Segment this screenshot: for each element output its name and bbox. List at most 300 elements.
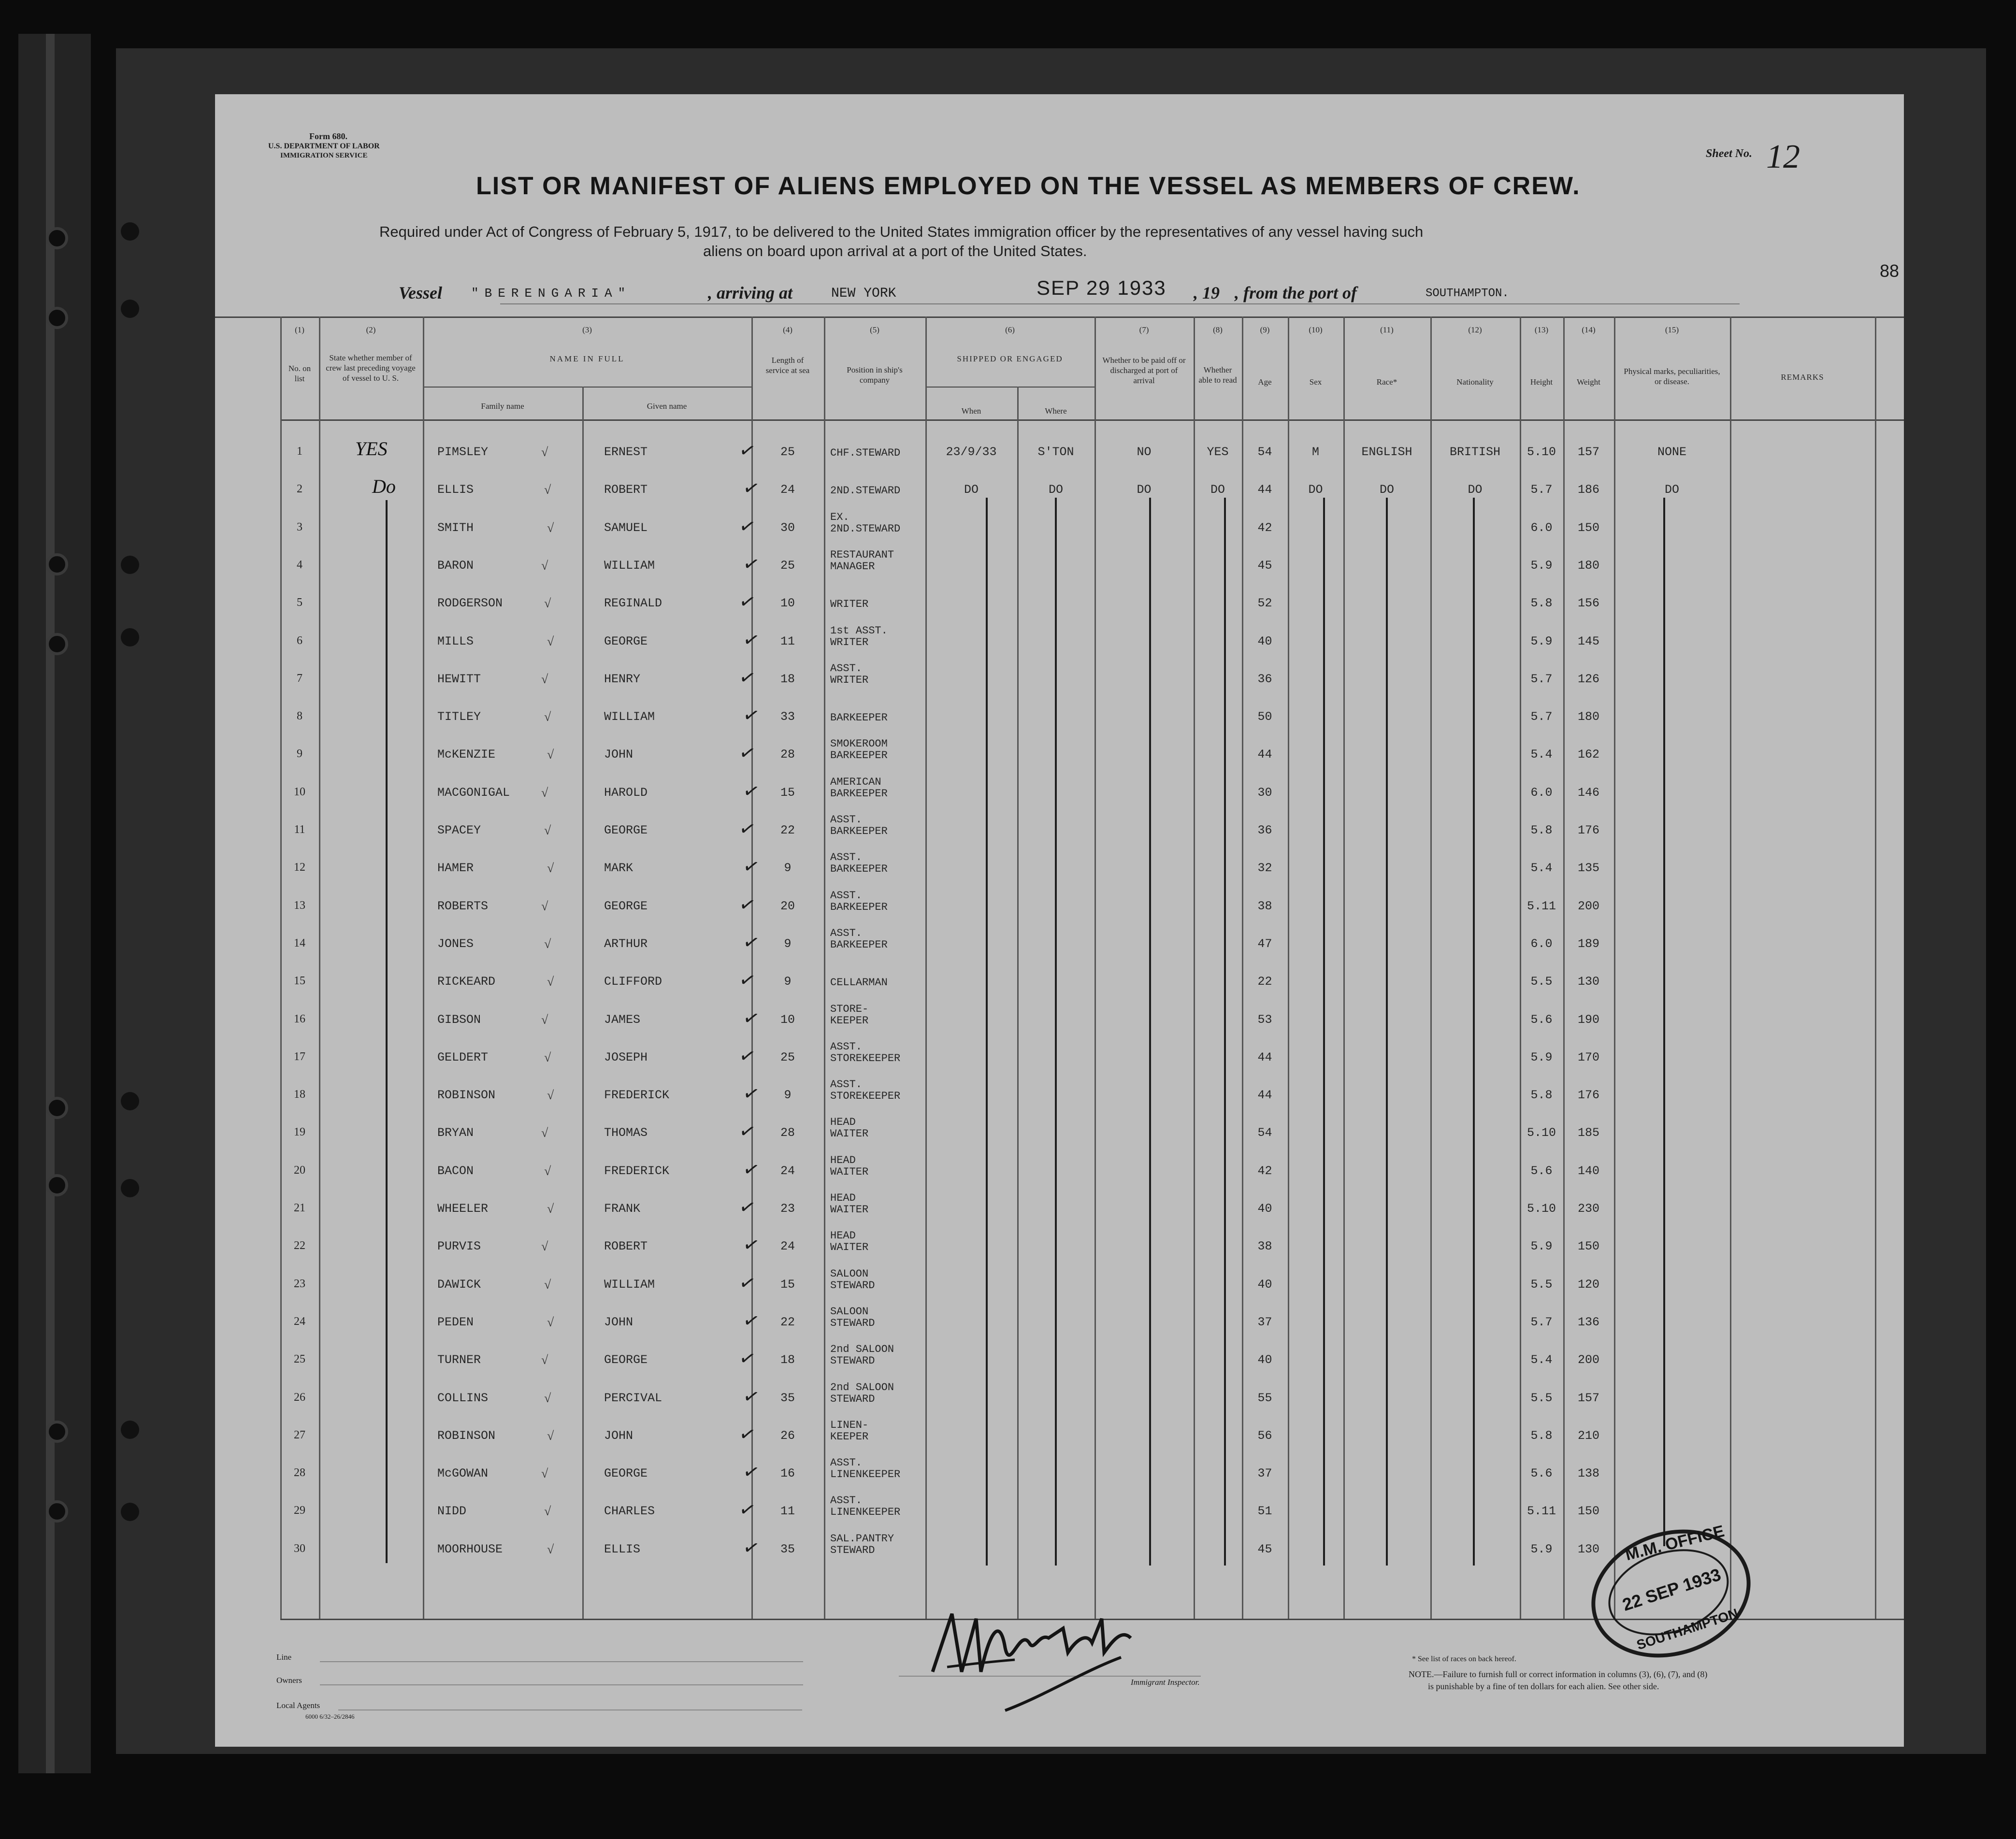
age: 40 (1257, 634, 1272, 648)
height: 5.9 (1530, 558, 1553, 573)
check-mark: √ (541, 899, 548, 913)
check-mark: √ (547, 975, 554, 989)
service-years: 18 (780, 1353, 795, 1367)
position-line-2: STEWARD (830, 1279, 875, 1292)
position-line-2: STEWARD (830, 1393, 875, 1405)
family-name: ELLIS (437, 483, 474, 497)
height: 5.8 (1530, 1088, 1553, 1103)
col-label-weight: Weight (1577, 377, 1600, 387)
col-label-age: Age (1258, 377, 1272, 387)
col-label-race: Race* (1376, 377, 1397, 387)
given-name: JAMES (604, 1012, 641, 1027)
service-years: 23 (780, 1202, 795, 1216)
height: 5.8 (1530, 596, 1553, 611)
weight: 126 (1577, 672, 1599, 686)
service-check-mark: ✓ (737, 514, 758, 539)
age: 42 (1257, 520, 1272, 535)
service-check-mark: ✓ (741, 854, 762, 879)
fine-note-line-2: is punishable by a fine of ten dollars for each alien. See other side. (1428, 1681, 1659, 1691)
col-num: (7) (1139, 325, 1149, 334)
col-num: (6) (1005, 325, 1015, 334)
given-name: GEORGE (604, 634, 648, 648)
race: DO (1379, 483, 1394, 497)
binder-hole (46, 1174, 68, 1196)
able-to-read: DO (1210, 483, 1225, 497)
family-name: RICKEARD (437, 975, 496, 989)
punch-hole (121, 1421, 139, 1439)
service-years: 15 (780, 785, 795, 800)
weight: 180 (1577, 710, 1599, 724)
age: 44 (1257, 747, 1272, 762)
row-number: 19 (294, 1126, 305, 1139)
age: 51 (1257, 1504, 1272, 1519)
family-name: ROBINSON (437, 1428, 496, 1443)
check-mark: √ (541, 445, 548, 459)
family-name: HEWITT (437, 672, 481, 686)
col-label-where: Where (1045, 406, 1067, 416)
age: 38 (1257, 899, 1272, 913)
sheet-number: 12 (1766, 138, 1800, 175)
col-rule (1614, 316, 1615, 1619)
col-rule (1730, 316, 1731, 1619)
check-mark: √ (541, 672, 548, 686)
position-line-1: LINEN- (830, 1419, 869, 1431)
service-check-mark: ✓ (741, 551, 762, 577)
service-check-mark: ✓ (737, 1346, 758, 1371)
position-line-2: BARKEEPER (830, 825, 888, 837)
name-subrule (423, 387, 751, 388)
check-mark: √ (544, 823, 551, 837)
height: 5.7 (1530, 710, 1553, 724)
col-label-nationality: Nationality (1456, 377, 1494, 387)
row-number: 13 (294, 899, 305, 912)
service-check-mark: ✓ (741, 930, 762, 955)
given-name: MARK (604, 861, 634, 876)
age: 44 (1257, 1050, 1272, 1064)
given-name: CLIFFORD (604, 975, 662, 989)
position-line-2: STEWARD (830, 1355, 875, 1367)
binder-hole (46, 633, 68, 655)
given-name: ARTHUR (604, 936, 648, 951)
position-line-2: KEEPER (830, 1014, 869, 1027)
service-years: 24 (780, 483, 795, 497)
given-name: WILLIAM (604, 1277, 655, 1292)
given-name: WILLIAM (604, 710, 655, 724)
service-years: 18 (780, 672, 795, 686)
position-line-1: ASST. (830, 851, 863, 864)
age: 55 (1257, 1391, 1272, 1405)
col-num: (15) (1665, 325, 1679, 334)
service-check-mark: ✓ (741, 1535, 762, 1561)
age: 37 (1257, 1466, 1272, 1481)
service-check-mark: ✓ (741, 778, 762, 804)
family-name: PURVIS (437, 1239, 481, 1254)
service-check-mark: ✓ (737, 816, 758, 842)
position-line-2: LINENKEEPER (830, 1468, 901, 1481)
height: 6.0 (1530, 785, 1553, 800)
position-line-1: ASST. (830, 662, 863, 675)
height: 5.9 (1530, 1542, 1553, 1556)
binder-hole (46, 1097, 68, 1119)
position-line-1: ASST. (830, 889, 863, 902)
check-mark: √ (547, 634, 554, 648)
footer-line-label: Line (276, 1652, 292, 1662)
position-line-1: HEAD (830, 1154, 856, 1166)
given-name: WILLIAM (604, 558, 655, 573)
position-line-2: WAITER (830, 1128, 869, 1140)
department: U.S. DEPARTMENT OF LABOR (268, 142, 380, 150)
weight: 185 (1577, 1126, 1599, 1140)
check-mark: √ (547, 747, 554, 762)
ditto-stroke (1663, 498, 1665, 1546)
weight: 162 (1577, 747, 1599, 762)
age: 40 (1257, 1202, 1272, 1216)
col-rule (1194, 316, 1195, 1619)
service-years: 25 (780, 1050, 795, 1064)
row-number: 29 (294, 1504, 305, 1517)
family-name: GIBSON (437, 1012, 481, 1027)
row-number: 6 (297, 634, 302, 647)
service-years: 25 (780, 445, 795, 459)
service-years: 35 (780, 1542, 795, 1556)
paid-off: NO (1137, 445, 1152, 459)
family-name: JONES (437, 936, 474, 951)
position-line-2: WAITER (830, 1165, 869, 1178)
height: 5.4 (1530, 1353, 1553, 1367)
sheet-label: Sheet No. (1706, 147, 1752, 160)
family-name: DAWICK (437, 1277, 481, 1292)
weight: 150 (1577, 520, 1599, 535)
age: 36 (1257, 672, 1272, 686)
age: 37 (1257, 1315, 1272, 1329)
position-line-1: 1st ASST. (830, 624, 888, 637)
sex: M (1311, 445, 1319, 459)
departure-port: SOUTHAMPTON. (1426, 287, 1509, 300)
print-code: 6000 6/32–26/2846 (305, 1713, 355, 1720)
service-years: 22 (780, 1315, 795, 1329)
row-number: 10 (294, 785, 305, 798)
row-number: 22 (294, 1239, 305, 1252)
row-number: 9 (297, 747, 302, 761)
position-line-2: BARKEEPER (830, 901, 888, 913)
weight: 190 (1577, 1012, 1599, 1027)
col-label-family: Family name (481, 402, 524, 411)
service-check-mark: ✓ (741, 1459, 762, 1485)
race: ENGLISH (1361, 445, 1412, 459)
row-number: 24 (294, 1315, 305, 1328)
service-years: 20 (780, 899, 795, 913)
ditto-stroke (986, 498, 988, 1566)
service-check-mark: ✓ (737, 967, 758, 993)
ditto-stroke (386, 500, 388, 1563)
col-num: (12) (1468, 325, 1482, 334)
weight: 176 (1577, 823, 1599, 837)
check-mark: √ (544, 596, 551, 611)
row-number: 17 (294, 1050, 305, 1063)
service-years: 10 (780, 1012, 795, 1027)
check-mark: √ (544, 1050, 551, 1064)
punch-hole (121, 300, 139, 318)
service-check-mark: ✓ (737, 1194, 758, 1220)
weight: 145 (1577, 634, 1599, 648)
given-name: GEORGE (604, 1466, 648, 1481)
position-line-2: WRITER (830, 598, 869, 611)
service-check-mark: ✓ (737, 1270, 758, 1295)
col-rule (1017, 387, 1019, 1619)
weight: 200 (1577, 1353, 1599, 1367)
prev-voyage-answer: Do (372, 475, 396, 498)
check-mark: √ (544, 1391, 551, 1405)
family-name: PEDEN (437, 1315, 474, 1329)
position-line-2: BARKEEPER (830, 863, 888, 876)
position-line-2: 2ND.STEWARD (830, 485, 901, 497)
ditto-stroke (1055, 498, 1057, 1566)
col-rule (423, 316, 424, 1619)
table-top-rule (215, 316, 1904, 318)
weight: 156 (1577, 596, 1599, 611)
given-name: REGINALD (604, 596, 662, 611)
family-name: PIMSLEY (437, 445, 489, 459)
position-line-2: STEWARD (830, 1317, 875, 1329)
family-name: NIDD (437, 1504, 467, 1519)
shipped-where: S'TON (1037, 445, 1074, 459)
position-line-2: 2ND.STEWARD (830, 522, 901, 535)
given-name: HAROLD (604, 785, 648, 800)
family-name: BACON (437, 1164, 474, 1178)
given-name: JOHN (604, 1428, 634, 1443)
height: 6.0 (1530, 520, 1553, 535)
check-mark: √ (541, 558, 548, 573)
weight: 146 (1577, 785, 1599, 800)
check-mark: √ (544, 1164, 551, 1178)
check-mark: √ (544, 483, 551, 497)
height: 5.5 (1530, 1277, 1553, 1292)
col-num: (5) (870, 325, 879, 334)
age: 32 (1257, 861, 1272, 876)
manifest-sheet (215, 94, 1904, 1747)
position-line-2: STOREKEEPER (830, 1090, 901, 1103)
binder-hole (46, 553, 68, 575)
service-check-mark: ✓ (741, 1308, 762, 1334)
row-number: 28 (294, 1466, 305, 1480)
row-number: 7 (297, 672, 302, 685)
prev-voyage-answer: YES (355, 438, 388, 460)
height: 5.9 (1530, 1050, 1553, 1064)
row-number: 8 (297, 710, 302, 723)
position-line-2: CHF.STEWARD (830, 447, 901, 459)
service-check-mark: ✓ (741, 1081, 762, 1106)
page-title: LIST OR MANIFEST OF ALIENS EMPLOYED ON THE VESSEL AS MEMBERS OF CREW. (476, 172, 1581, 200)
nationality: DO (1468, 483, 1483, 497)
ditto-stroke (1323, 498, 1325, 1566)
weight: 120 (1577, 1277, 1599, 1292)
service-years: 24 (780, 1239, 795, 1254)
position-line-1: ASST. (830, 814, 863, 826)
col-rule (1242, 316, 1243, 1619)
age: 40 (1257, 1277, 1272, 1292)
height: 5.11 (1526, 1504, 1556, 1519)
height: 5.8 (1530, 823, 1553, 837)
col-label-sex: Sex (1309, 377, 1322, 387)
col-rule (1520, 316, 1521, 1619)
footer-agents-label: Local Agents (276, 1701, 320, 1710)
position-line-2: STEWARD (830, 1544, 875, 1556)
year-label: , 19 (1194, 283, 1220, 302)
family-name: MILLS (437, 634, 474, 648)
check-mark: √ (541, 1126, 548, 1140)
col-rule (1875, 316, 1876, 1619)
shipped-when: DO (964, 483, 979, 497)
family-name: SPACEY (437, 823, 481, 837)
position-line-1: ASST. (830, 927, 863, 939)
weight: 186 (1577, 483, 1599, 497)
position-line-2: WAITER (830, 1204, 869, 1216)
position-line-2: BARKEEPER (830, 787, 888, 800)
physical-marks: DO (1664, 483, 1679, 497)
col-rule (1343, 316, 1345, 1619)
height: 5.7 (1530, 672, 1553, 686)
paid-off: DO (1137, 483, 1152, 497)
col-num: (10) (1309, 325, 1323, 334)
col-label-remarks: REMARKS (1781, 373, 1824, 382)
service-check-mark: ✓ (737, 892, 758, 917)
given-name: ERNEST (604, 445, 648, 459)
col-num: (3) (582, 325, 592, 334)
position-line-2: WAITER (830, 1241, 869, 1254)
check-mark: √ (547, 1542, 554, 1556)
arrival-date-stamp: SEP 29 1933 (1037, 276, 1166, 299)
service-years: 9 (784, 1088, 792, 1103)
col-num: (11) (1380, 325, 1394, 334)
height: 6.0 (1530, 936, 1553, 951)
age: 53 (1257, 1012, 1272, 1027)
height: 5.4 (1530, 861, 1553, 876)
height: 5.6 (1530, 1012, 1553, 1027)
col-label-when: When (961, 406, 981, 416)
weight: 189 (1577, 936, 1599, 951)
vessel-underline (500, 303, 1740, 304)
col-rule (1288, 316, 1289, 1619)
check-mark: √ (544, 1277, 551, 1292)
given-name: SAMUEL (604, 520, 648, 535)
stamp-top-text: M.M. OFFICE (1623, 1522, 1727, 1565)
service-check-mark: ✓ (737, 1422, 758, 1447)
check-mark: √ (544, 710, 551, 724)
footer-owners-label: Owners (276, 1676, 302, 1685)
age: 44 (1257, 1088, 1272, 1103)
weight: 140 (1577, 1164, 1599, 1178)
age: 54 (1257, 1126, 1272, 1140)
position-line-2: BARKEEPER (830, 749, 888, 762)
service-years: 9 (784, 975, 792, 989)
col-num: (2) (366, 325, 376, 334)
weight: 150 (1577, 1504, 1599, 1519)
col-num: (9) (1260, 325, 1270, 334)
col-label-physical-marks: Physical marks, peculiarities, or disease. (1624, 367, 1720, 386)
subtitle-line-2: aliens on board upon arrival at a port of the United States. (703, 243, 1087, 259)
age: 54 (1257, 445, 1272, 459)
ditto-stroke (1149, 498, 1151, 1566)
row-number: 21 (294, 1202, 305, 1214)
weight: 130 (1577, 1542, 1599, 1556)
family-name: HAMER (437, 861, 474, 876)
family-name: TURNER (437, 1353, 481, 1367)
weight: 135 (1577, 861, 1599, 876)
weight: 210 (1577, 1428, 1599, 1443)
position-line-2: WRITER (830, 636, 869, 648)
col-label-given: Given name (647, 402, 687, 411)
row-number: 3 (297, 520, 302, 533)
position-line-2: STOREKEEPER (830, 1052, 901, 1064)
row-number: 23 (294, 1277, 305, 1290)
position-line-2: LINENKEEPER (830, 1506, 901, 1519)
ditto-stroke (1224, 498, 1226, 1566)
col-rule (280, 316, 282, 1619)
check-mark: √ (547, 1315, 554, 1329)
row-number: 20 (294, 1164, 305, 1177)
position-line-1: SAL.PANTRY (830, 1532, 894, 1545)
family-name: MOORHOUSE (437, 1542, 503, 1556)
given-name: ROBERT (604, 483, 648, 497)
height: 5.5 (1530, 975, 1553, 989)
punch-hole (121, 1179, 139, 1197)
sex: DO (1308, 483, 1323, 497)
age: 45 (1257, 558, 1272, 573)
service-check-mark: ✓ (741, 1232, 762, 1258)
service-years: 30 (780, 520, 795, 535)
height: 5.10 (1526, 1126, 1556, 1140)
stamp-bottom-text: SOUTHAMPTON (1634, 1606, 1740, 1653)
position-line-1: SALOON (830, 1305, 869, 1318)
weight: 130 (1577, 975, 1599, 989)
row-number: 12 (294, 861, 305, 874)
vessel-label: Vessel (399, 283, 442, 302)
punch-hole (121, 222, 139, 241)
check-mark: √ (541, 1239, 548, 1254)
row-number: 18 (294, 1088, 305, 1101)
vessel-name: "BERENGARIA" (471, 286, 632, 301)
service-years: 15 (780, 1277, 795, 1292)
position-line-1: RESTAURANT (830, 548, 894, 561)
age: 40 (1257, 1353, 1272, 1367)
service-check-mark: ✓ (741, 1384, 762, 1409)
check-mark: √ (547, 1428, 554, 1443)
position-line-1: ASST. (830, 1494, 863, 1507)
fine-note-line-1: NOTE.—Failure to furnish full or correct information in columns (3), (6), (7), and (8) (1409, 1669, 1708, 1679)
col-num: (14) (1582, 325, 1596, 334)
age: 52 (1257, 596, 1272, 611)
position-line-1: HEAD (830, 1192, 856, 1204)
check-mark: √ (547, 1088, 554, 1103)
service-check-mark: ✓ (741, 475, 762, 501)
subtitle-line-1: Required under Act of Congress of February 5, 1917, to be delivered to the United States immigration officer by the representatives of any vessel having such (379, 223, 1424, 240)
weight: 200 (1577, 899, 1599, 913)
height: 5.7 (1530, 483, 1553, 497)
position-line-2: WRITER (830, 674, 869, 686)
service-check-mark: ✓ (737, 665, 758, 690)
given-name: JOSEPH (604, 1050, 648, 1064)
position-line-1: HEAD (830, 1230, 856, 1242)
col-num: (8) (1213, 325, 1223, 334)
service-years: 16 (780, 1466, 795, 1481)
service-years: 24 (780, 1164, 795, 1178)
row-number: 14 (294, 936, 305, 949)
weight: 170 (1577, 1050, 1599, 1064)
weight: 136 (1577, 1315, 1599, 1329)
age: 42 (1257, 1164, 1272, 1178)
row-number: 27 (294, 1428, 305, 1441)
service-check-mark: ✓ (737, 1043, 758, 1069)
